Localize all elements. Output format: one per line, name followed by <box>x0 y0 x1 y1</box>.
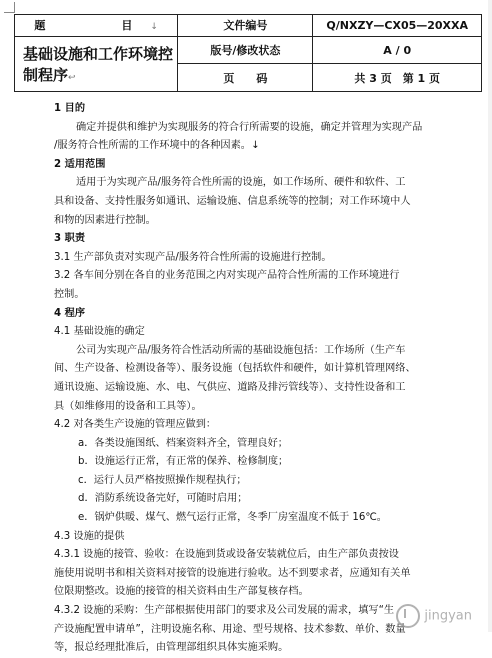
page-corner-mark <box>4 2 15 13</box>
body-line: e．锅炉供暖、煤气、燃气运行正常，冬季厂房室温度不低于 16℃。 <box>78 512 387 524</box>
body-line: 具和设备、支持性服务如通讯、运输设施、信息系统等的控制；对工作环境中人 <box>54 195 411 207</box>
version-value: A / 0 <box>383 43 412 57</box>
page-label: 页 码 <box>223 71 268 85</box>
body-line: 4.3.1 设施的接管、验收：在设施到货或设备安装就位后，由生产部负责按设 <box>54 549 399 561</box>
document-body <box>54 100 474 658</box>
body-line: c．运行人员严格按照操作规程执行； <box>78 474 247 486</box>
body-line: 4.1 基础设施的确定 <box>54 326 145 338</box>
body-line: a．各类设施图纸、档案资料齐全，管理良好； <box>78 437 288 449</box>
body-line: 间、生产设备、检测设备等）、服务设施（包括软件和硬件，如计算机管理网络、 <box>54 363 416 375</box>
watermark-logo-icon <box>396 604 420 628</box>
body-line: 4.2 对各类生产设施的管理应做到： <box>54 419 217 431</box>
document-header-table <box>14 14 482 92</box>
body-line: 施使用说明书和相关资料对接管的设施进行验收。达不到要求者，应通知有关单 <box>54 567 411 579</box>
body-line: 确定并提供和维护为实现服务的符合行所需要的设施，确定并管理为实现产品 <box>76 121 423 133</box>
body-line: 位限期整改。设施的接管的相关资料由生产部复核存档。 <box>54 586 309 598</box>
doc-no-value-cell <box>313 15 482 37</box>
body-line: 3.2 各车间分别在各自的业务范围之内对实现产品符合性所需的工作环境进行 <box>54 270 400 282</box>
body-line: d．消防系统设备完好，可随时启用； <box>78 493 248 505</box>
body-line: /服务符合性所需的工作环境中的各种因素。↓ <box>54 140 260 152</box>
doc-title-cell: 基础设施和工作环境控制程序↩ <box>15 36 178 91</box>
doc-no-label-cell <box>178 15 313 37</box>
page-value: 共 3 页 第 1 页 <box>354 71 441 85</box>
body-line: 适用于为实现产品/服务符合性所需的设施，如工作场所、硬件和软件、工 <box>76 177 406 189</box>
watermark-text: jingyan <box>424 608 472 624</box>
title-label-cell: 题 目↓ <box>15 15 178 37</box>
doc-title: 基础设施和工作环境控制程序 <box>23 44 174 84</box>
body-line: 和物的因素进行控制。 <box>54 214 156 226</box>
body-line: 控制。 <box>54 288 85 300</box>
page-label-cell <box>178 64 313 92</box>
page-value-cell <box>313 64 482 92</box>
body-line: b．设施运行正常，有正常的保养、检修制度； <box>78 456 289 468</box>
watermark <box>396 604 472 628</box>
version-label: 版号/修改状态 <box>210 44 281 58</box>
doc-no-label: 文件编号 <box>223 19 268 33</box>
title-label: 题 目 <box>34 19 151 33</box>
section-heading: 2 适用范围 <box>54 158 106 170</box>
body-line: 4.3.2 设施的采购：生产部根据使用部门的要求及公司发展的需求，填写“生 <box>54 605 395 617</box>
scrollbar-track[interactable] <box>488 0 492 632</box>
section-heading: 3 职责 <box>54 233 86 245</box>
body-line: 通讯设施、运输设施、水、电、气供应、道路及排污管线等）、支持性设备和工 <box>54 381 406 393</box>
body-line: 具（如维修用的设备和工具等）。 <box>54 400 202 412</box>
body-line: 公司为实现产品/服务符合性活动所需的基础设施包括：工作场所（生产车 <box>76 344 406 356</box>
section-heading: 4 程序 <box>54 307 86 319</box>
section-heading: 1 目的 <box>54 103 86 114</box>
body-line: 3.1 生产部负责对实现产品/服务符合性所需的设施进行控制。 <box>54 251 332 263</box>
version-label-cell <box>178 36 313 64</box>
body-line: 4.3 设施的提供 <box>54 530 125 542</box>
body-line: 等，报总经理批准后，由管理部组织具体实施采购。 <box>54 642 289 654</box>
body-line: 产设施配置申请单”，注明设施名称、用途、型号规格、技术参数、单价、数量 <box>54 623 406 635</box>
version-value-cell <box>313 36 482 64</box>
doc-no-value: Q/NXZY—CX05—20XXA <box>326 18 469 32</box>
